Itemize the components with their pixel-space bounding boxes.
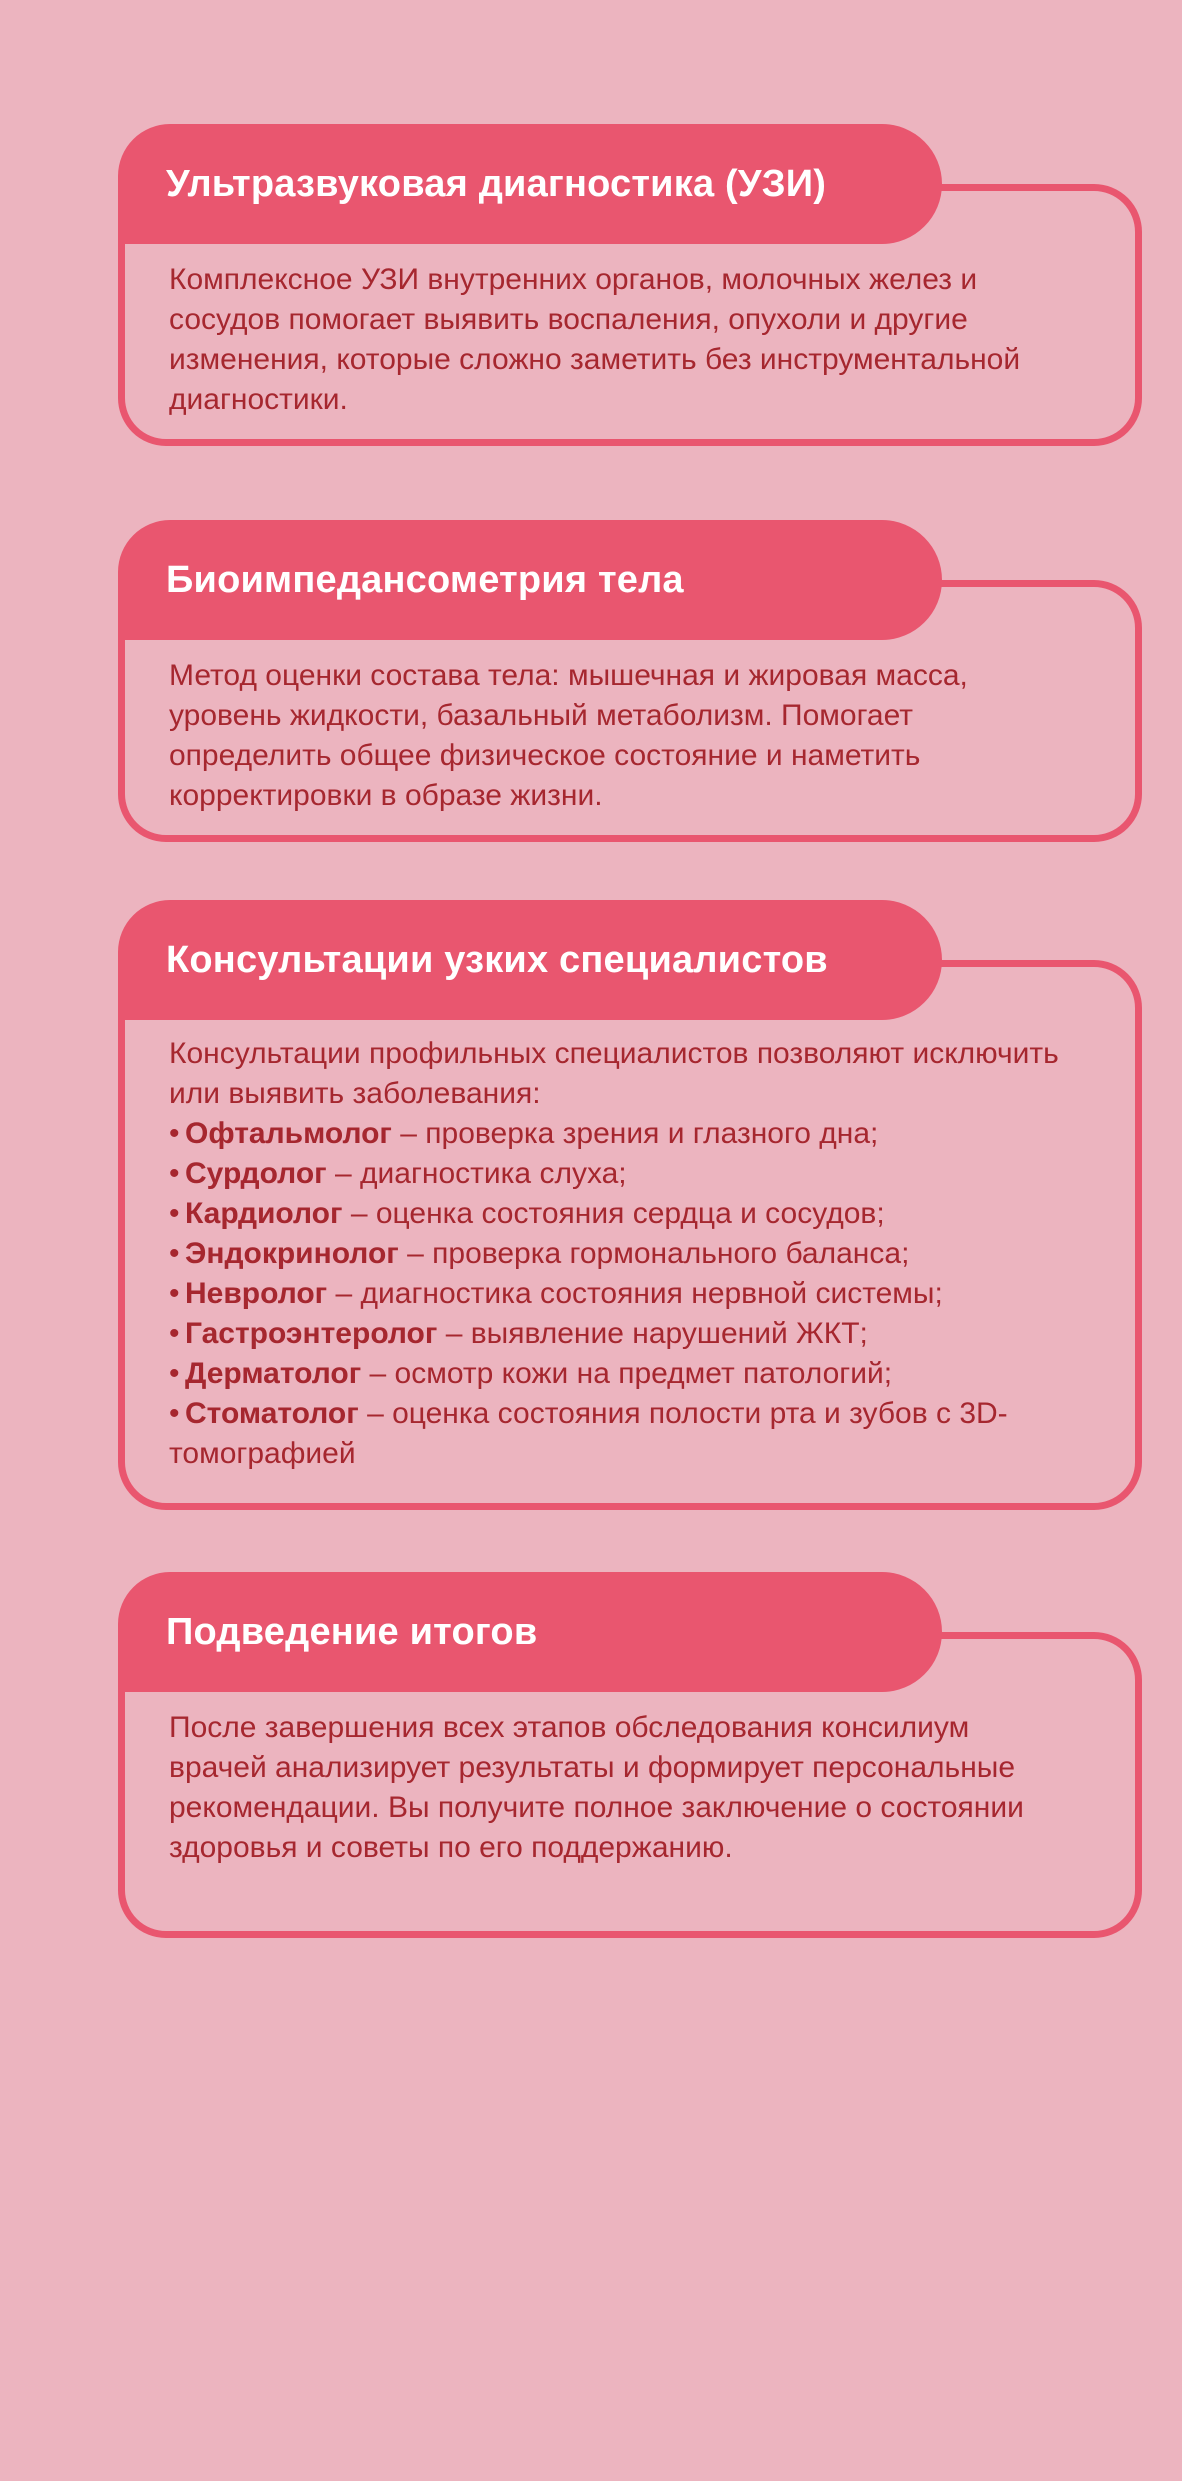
bullet-icon: •: [169, 1197, 180, 1230]
card-header: [118, 1572, 942, 1692]
card-bioimpedance: [118, 520, 1142, 842]
card-header: [118, 900, 942, 1020]
specialist-desc: – оценка состояния сердца и сосудов;: [342, 1197, 885, 1230]
bullet-icon: •: [169, 1157, 180, 1190]
specialist-item: [169, 1194, 1072, 1234]
specialist-item: [169, 1234, 1072, 1274]
card-body: [169, 260, 1072, 420]
specialist-name: Офтальмолог: [185, 1117, 392, 1150]
card-body: [169, 656, 1072, 816]
specialist-name: Кардиолог: [185, 1197, 343, 1230]
bullet-icon: •: [169, 1357, 180, 1390]
card-title: Ультразвуковая диагностика (УЗИ): [166, 162, 827, 205]
specialist-desc: – оценка состояния полости рта и зубов с 3D-томографией: [169, 1397, 1008, 1470]
specialist-desc: – проверка гормонального баланса;: [398, 1237, 910, 1270]
card-body: [169, 1708, 1072, 1868]
card-text: Комплексное УЗИ внутренних органов, молочных желез и сосудов помогает выявить воспаления, опухоли и другие изменения, которые сложно заметить без инструментальной диагностики.: [169, 263, 1021, 416]
specialist-item: [169, 1354, 1072, 1394]
specialist-name: Эндокринолог: [185, 1237, 399, 1270]
bullet-icon: •: [169, 1117, 180, 1150]
specialist-item: [169, 1154, 1072, 1194]
card-header: [118, 520, 942, 640]
specialist-item: [169, 1274, 1072, 1314]
specialist-list: [169, 1114, 1072, 1474]
specialist-desc: – диагностика слуха;: [326, 1157, 627, 1190]
bullet-icon: •: [169, 1277, 180, 1310]
card-ultrasound: [118, 124, 1142, 446]
specialist-desc: – выявление нарушений ЖКТ;: [437, 1317, 868, 1350]
specialist-item: [169, 1314, 1072, 1354]
specialist-name: Дерматолог: [185, 1357, 362, 1390]
specialist-name: Сурдолог: [185, 1157, 327, 1190]
specialist-item: [169, 1394, 1072, 1474]
card-title: Подведение итогов: [166, 1610, 538, 1653]
specialist-item: [169, 1114, 1072, 1154]
bullet-icon: •: [169, 1317, 180, 1350]
specialist-name: Стоматолог: [185, 1397, 359, 1430]
specialist-desc: – осмотр кожи на предмет патологий;: [361, 1357, 893, 1390]
specialist-desc: – проверка зрения и глазного дна;: [391, 1117, 879, 1150]
bullet-icon: •: [169, 1397, 180, 1430]
card-intro: Консультации профильных специалистов позволяют исключить или выявить заболевания:: [169, 1037, 1059, 1110]
card-specialists: [118, 900, 1142, 1510]
bullet-icon: •: [169, 1237, 180, 1270]
specialist-name: Гастроэнтеролог: [185, 1317, 438, 1350]
specialist-name: Невролог: [185, 1277, 328, 1310]
specialist-desc: – диагностика состояния нервной системы;: [327, 1277, 943, 1310]
card-text: Метод оценки состава тела: мышечная и жировая масса, уровень жидкости, базальный метаболизм. Помогает определить общее физическое состояние и наметить корректировки в образе жизни.: [169, 659, 968, 812]
card-title: Консультации узких специалистов: [166, 938, 828, 981]
card-title: Биоимпедансометрия тела: [166, 558, 684, 601]
card-header: [118, 124, 942, 244]
card-body: [169, 1034, 1072, 1474]
card-summary: [118, 1572, 1142, 1938]
card-text: После завершения всех этапов обследования консилиум врачей анализирует результаты и формирует персональные рекомендации. Вы получите полное заключение о состоянии здоровья и советы по его поддержанию.: [169, 1711, 1024, 1864]
